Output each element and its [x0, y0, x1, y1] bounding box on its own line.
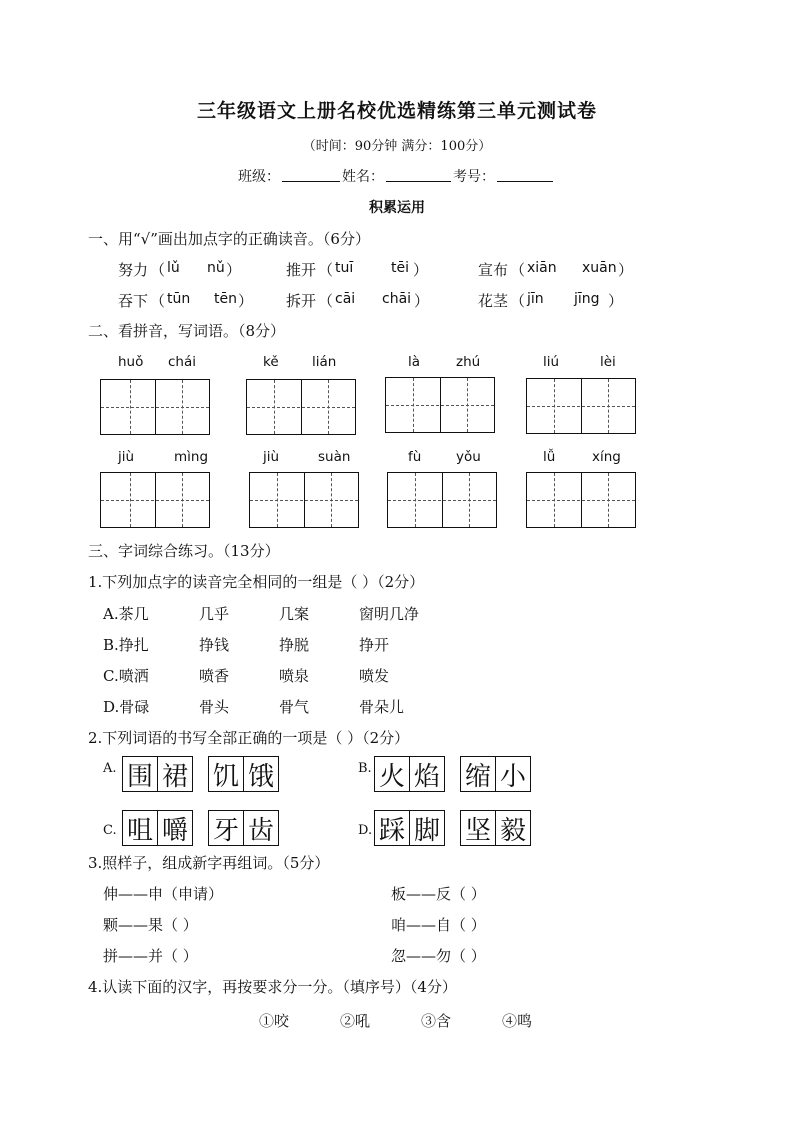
char: 齿	[243, 811, 278, 845]
exam-title: 三年级语文上册名校优选精练第三单元测试卷	[196, 100, 597, 122]
grid-pinyin: fù	[408, 449, 422, 465]
grid-pinyin: zhú	[456, 354, 481, 370]
char: 裙	[157, 757, 192, 791]
writing-grid[interactable]	[249, 472, 359, 528]
pinyin-option[interactable]: tēn	[214, 291, 237, 307]
paren-close: ）	[414, 292, 430, 310]
char: 踩	[378, 815, 405, 846]
word-pair[interactable]: 颗——果（ ）	[103, 916, 198, 934]
numbered-char: ②吼	[340, 1012, 371, 1030]
char: 小	[495, 757, 530, 791]
option-word: 挣开	[359, 636, 390, 654]
writing-grid[interactable]	[100, 472, 210, 528]
char: 嚼	[157, 811, 192, 845]
option-word: 挣钱	[199, 636, 230, 654]
grid-pinyin: lián	[312, 354, 337, 370]
option-label: C.	[103, 823, 117, 838]
char-box[interactable]	[122, 810, 193, 846]
q1-word: 推开	[286, 261, 317, 279]
word-pair[interactable]: 板——反（ ）	[391, 885, 486, 903]
option-label: A.茶几	[103, 605, 149, 623]
q1-word: 拆开	[286, 292, 317, 310]
writing-grid[interactable]	[526, 378, 636, 434]
pinyin-option[interactable]: tēi	[391, 260, 409, 276]
pinyin-option[interactable]: xuān	[582, 260, 617, 276]
pinyin-option[interactable]: xiān	[527, 260, 557, 276]
writing-grid[interactable]	[526, 472, 636, 528]
writing-grid[interactable]	[385, 377, 495, 433]
pinyin-option[interactable]: cāi	[335, 291, 356, 307]
word-pair[interactable]: 伸——申（申请）	[103, 885, 224, 903]
char: 火	[378, 761, 405, 792]
option-word: 喷泉	[279, 667, 310, 685]
grid-pinyin: lèi	[600, 354, 616, 370]
q1-word: 宣布	[478, 261, 509, 279]
char-box[interactable]	[460, 810, 531, 846]
number-blank[interactable]	[497, 166, 553, 182]
grid-pinyin: yǒu	[456, 449, 481, 465]
option-word: 几乎	[199, 605, 230, 623]
option-label: D.骨碌	[103, 698, 150, 716]
char-box[interactable]	[460, 756, 531, 792]
paren-open: （	[150, 261, 166, 279]
numbered-char: ③含	[421, 1012, 452, 1030]
grid-pinyin: jiù	[118, 449, 135, 465]
option-label: C.喷洒	[103, 667, 149, 685]
char: 咀	[126, 815, 153, 846]
char-box[interactable]	[374, 756, 445, 792]
option-word: 几案	[279, 605, 310, 623]
pinyin-option[interactable]: tūn	[167, 291, 191, 307]
name-blank[interactable]	[386, 166, 451, 182]
q1-word: 努力	[118, 261, 149, 279]
grid-pinyin: xíng	[592, 449, 621, 465]
char: 围	[126, 761, 153, 792]
grid-pinyin: lǚ	[543, 449, 556, 465]
paren-open: （	[318, 261, 334, 279]
paren-open: （	[318, 292, 334, 310]
option-label: B.挣扎	[103, 636, 149, 654]
grid-pinyin: kě	[263, 354, 279, 370]
q1-word: 花茎	[478, 292, 509, 310]
pinyin-option[interactable]: tuī	[335, 260, 354, 276]
q3-heading: 三、字词综合练习。（13分）	[88, 542, 280, 560]
numbered-char: ①咬	[259, 1012, 290, 1030]
q3-1-question: 1.下列加点字的读音完全相同的一组是（ ）（2分）	[88, 573, 425, 591]
option-word: 喷发	[359, 667, 390, 685]
char: 牙	[212, 815, 239, 846]
pinyin-option[interactable]: nǔ	[207, 260, 225, 276]
paren-close: ）	[618, 261, 634, 279]
name-label: 姓名：	[342, 169, 384, 185]
q1-heading: 一、用“√”画出加点字的正确读音。（6分）	[88, 230, 370, 248]
word-pair[interactable]: 拼——并（ ）	[103, 947, 198, 965]
pinyin-option[interactable]: jīng	[574, 291, 600, 307]
grid-pinyin: liú	[543, 354, 560, 370]
pinyin-option[interactable]: jīn	[527, 291, 544, 307]
grid-pinyin: huǒ	[118, 354, 144, 370]
char: 焰	[409, 757, 444, 791]
option-label: B.	[358, 761, 372, 776]
char-box[interactable]	[208, 756, 279, 792]
number-label: 考号：	[453, 169, 495, 185]
char: 饿	[243, 757, 278, 791]
exam-subtitle: （时间：90分钟 满分：100分）	[302, 139, 492, 154]
paren-open: （	[510, 292, 526, 310]
option-word: 挣脱	[279, 636, 310, 654]
char: 饥	[212, 761, 239, 792]
paren-close: ）	[238, 292, 254, 310]
grid-pinyin: là	[408, 354, 421, 370]
paren-close: ）	[413, 261, 429, 279]
grid-pinyin: mìng	[174, 449, 209, 465]
char: 毅	[495, 811, 530, 845]
paren-open: （	[150, 292, 166, 310]
paren-open: （	[510, 261, 526, 279]
grid-pinyin: suàn	[318, 449, 351, 465]
writing-grid[interactable]	[246, 379, 356, 435]
option-word: 骨朵儿	[359, 698, 405, 716]
q3-4-question: 4.认读下面的汉字，再按要求分一分。（填序号）（4分）	[88, 978, 457, 996]
section-title: 积累运用	[369, 200, 425, 216]
q3-3-question: 3.照样子，组成新字再组词。（5分）	[88, 854, 330, 872]
word-pair[interactable]: 忽——勿（ ）	[391, 947, 486, 965]
grid-pinyin: chái	[168, 354, 197, 370]
pinyin-option[interactable]: chāi	[382, 291, 412, 307]
char: 脚	[409, 811, 444, 845]
char-box[interactable]	[208, 810, 279, 846]
char: 坚	[464, 815, 491, 846]
option-word: 窗明几净	[359, 605, 420, 623]
option-word: 骨头	[199, 698, 230, 716]
grid-pinyin: jiù	[263, 449, 280, 465]
paren-close: ）	[226, 261, 242, 279]
q2-heading: 二、看拼音，写词语。（8分）	[88, 322, 286, 340]
class-blank[interactable]	[282, 166, 340, 182]
option-label: A.	[103, 761, 117, 776]
option-label: D.	[358, 823, 373, 838]
char-box[interactable]	[122, 756, 193, 792]
paren-close: ）	[608, 292, 624, 310]
pinyin-option[interactable]: lǔ	[167, 260, 180, 276]
q1-word: 吞下	[118, 292, 149, 310]
char: 缩	[464, 761, 491, 792]
writing-grid[interactable]	[387, 472, 497, 528]
numbered-char: ④鸣	[502, 1012, 533, 1030]
option-word: 喷香	[199, 667, 230, 685]
writing-grid[interactable]	[100, 379, 210, 435]
option-word: 骨气	[279, 698, 310, 716]
word-pair[interactable]: 咱——自（ ）	[391, 916, 486, 934]
char-box[interactable]	[374, 810, 445, 846]
class-label: 班级：	[238, 169, 280, 185]
q3-2-question: 2.下列词语的书写全部正确的一项是（ ）（2分）	[88, 729, 410, 747]
